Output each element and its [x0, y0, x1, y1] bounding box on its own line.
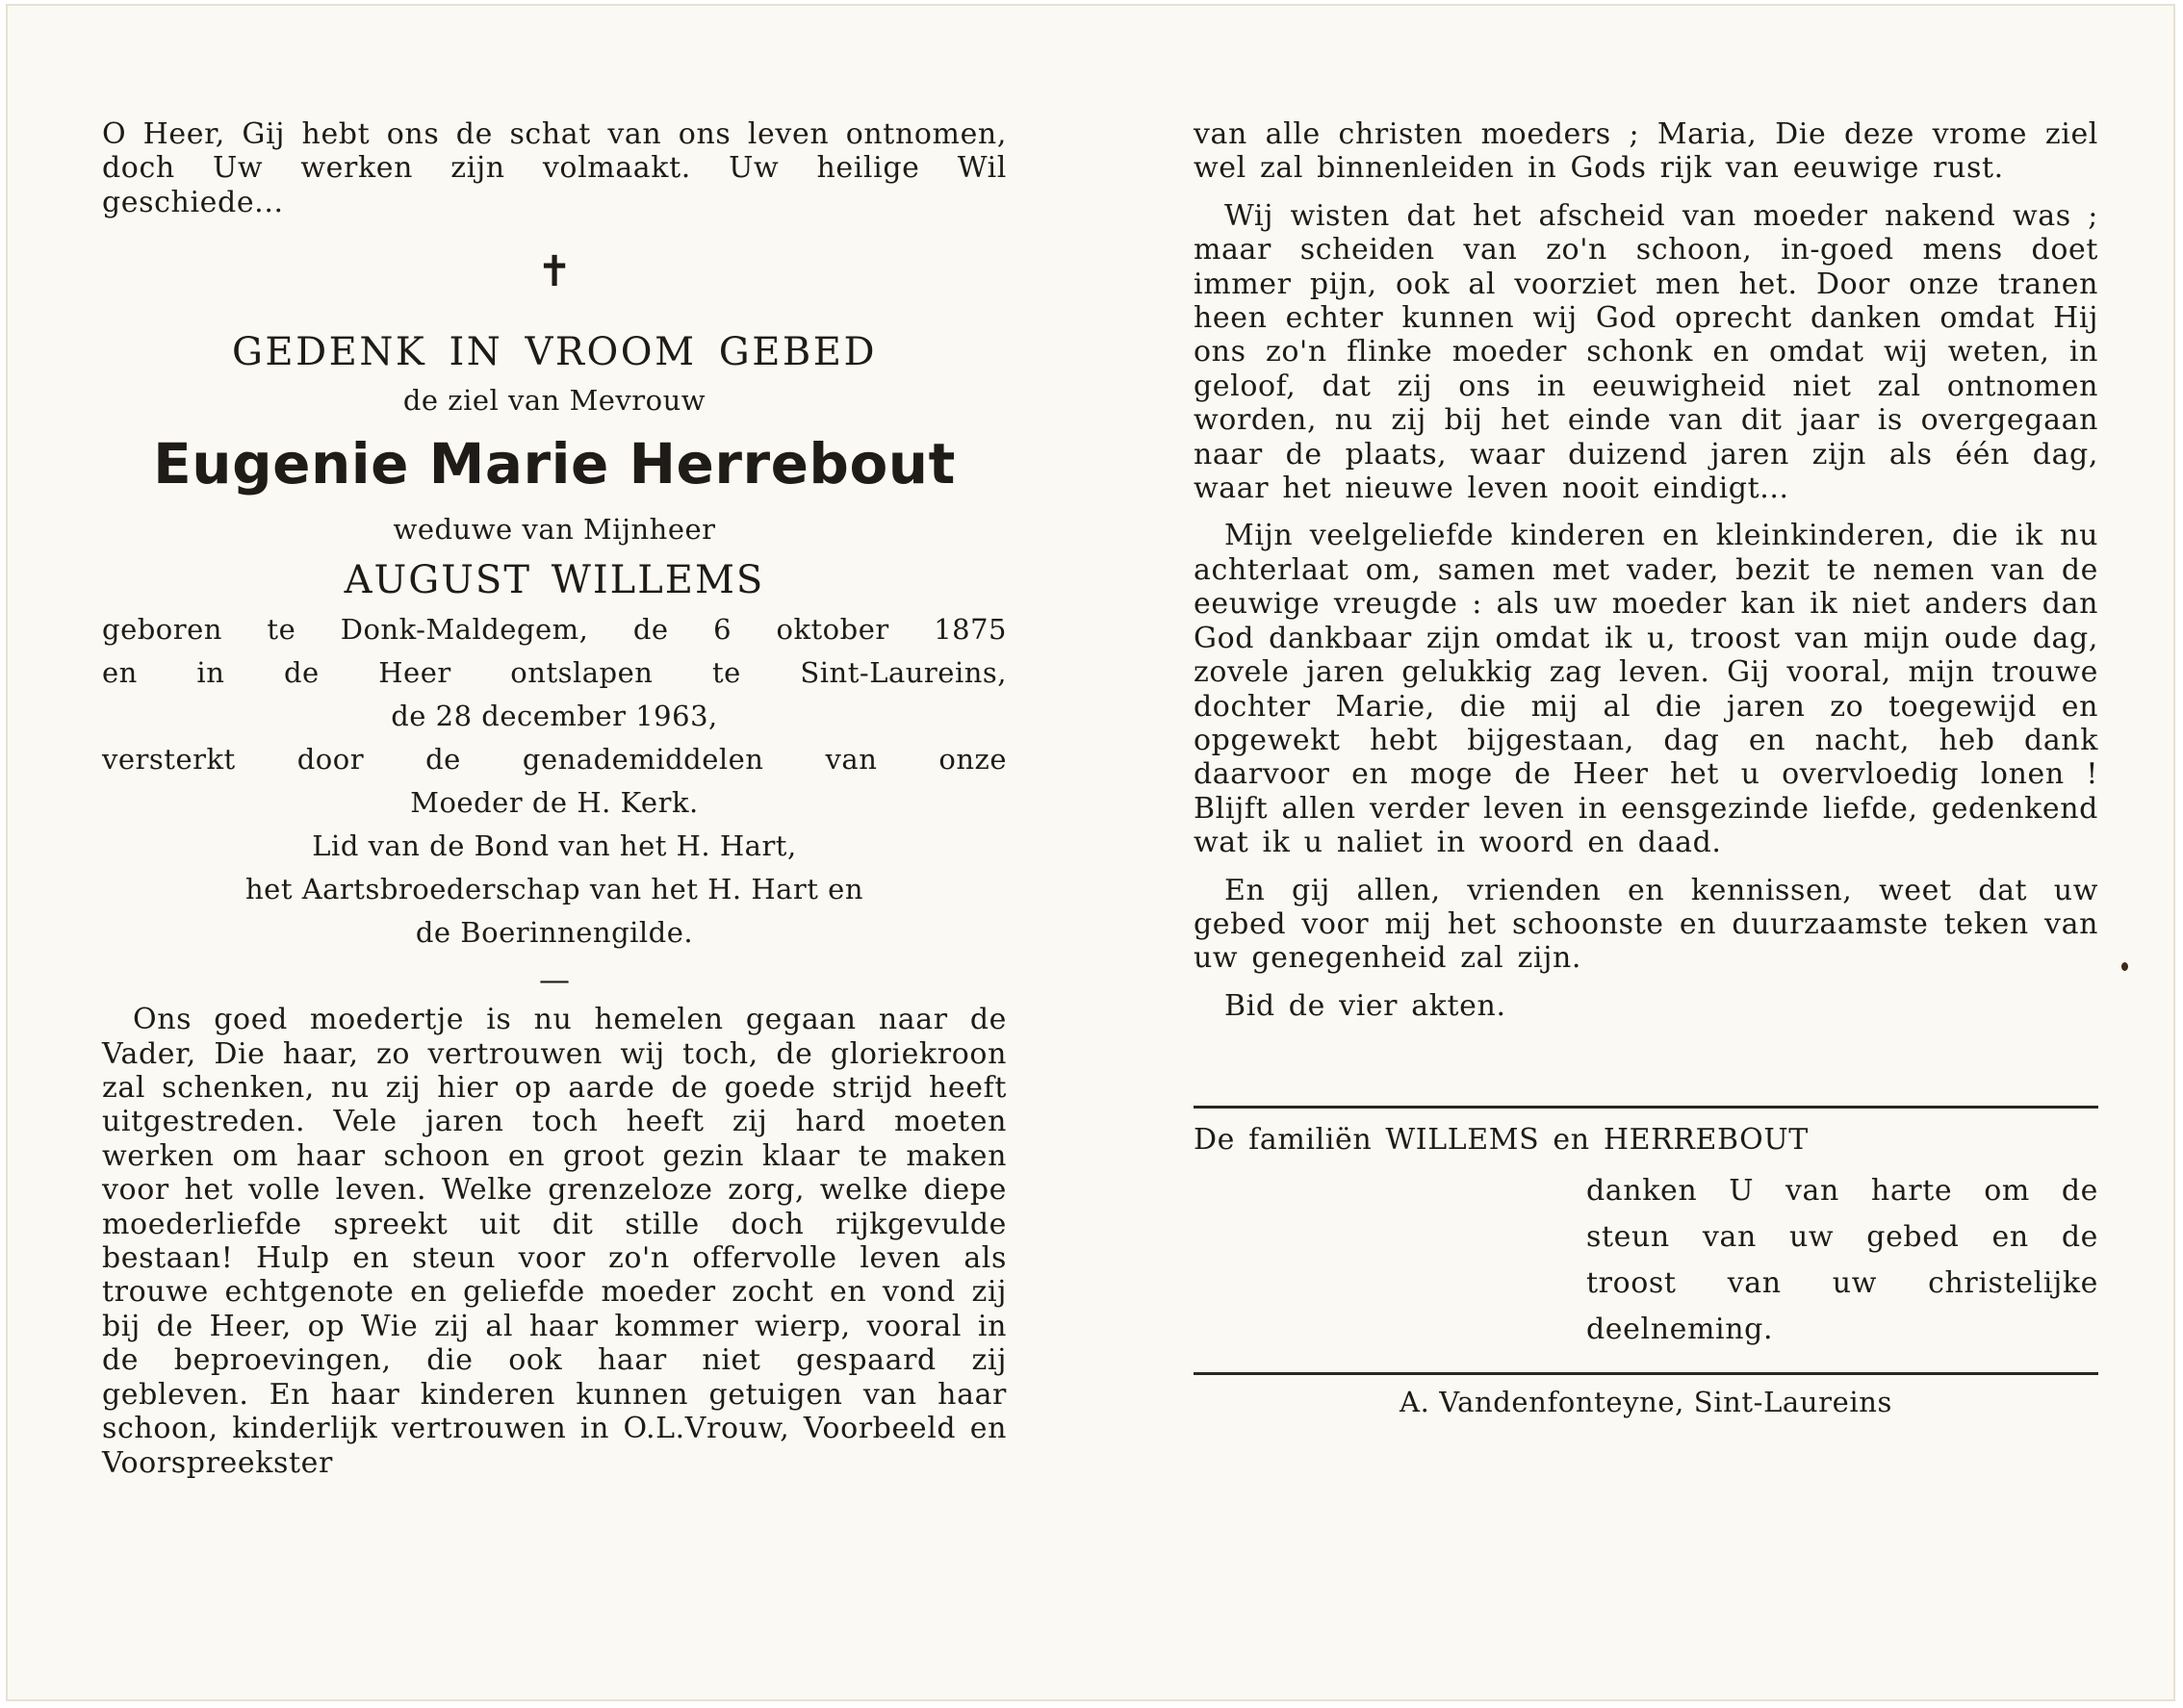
death-place-line: en in de Heer ontslapen te Sint-Laureins, [102, 656, 1007, 690]
church-line: Moeder de H. Kerk. [410, 786, 699, 820]
death-date-line: de 28 december 1963, [391, 700, 718, 733]
right-page [1194, 117, 2098, 1619]
top-rule [1194, 1106, 2098, 1109]
thanks-block [1586, 1168, 2098, 1353]
left-page [102, 117, 1007, 1590]
memorial-card [6, 4, 2175, 1701]
soul-of-line: de ziel van Mevrouw [402, 384, 706, 418]
remembrance-heading: GEDENK IN VROOM GEBED [231, 330, 878, 375]
deceased-name: Eugenie Marie Herrebout [153, 431, 956, 497]
cross-icon: ✝ [536, 247, 573, 297]
thanks-line: troost van uw christelijke [1586, 1266, 2098, 1301]
section-divider: — [539, 961, 570, 999]
farewell-paragraph: Wij wisten dat het afscheid van moeder nakend was ; maar scheiden van zo'n schoon, in-goed mens doet immer pijn, ook al voorziet men het. Door onze tranen heen echter kunnen wij God oprecht danken omdat Hij ons zo'n flinke moeder schonk en omdat wij weten, in geloof, dat zij ons in eeuwigheid niet zal ontnomen worden, nu zij bij het einde van dit jaar is overgegaan naar de plaats, waar duizend jaren zijn als één dag, waar het nieuwe leven nooit eindigt... [1194, 198, 2098, 506]
bottom-rule [1194, 1372, 2098, 1375]
message-to-friends: En gij allen, vrienden en kennissen, weet dat uw gebed voor mij het schoonste en duurzaamste teken van uw genegenheid zal zijn. [1194, 873, 2098, 976]
thanks-line: danken U van harte om de [1586, 1174, 2098, 1209]
sacraments-line: versterkt door de genademiddelen van onze [102, 743, 1007, 777]
widow-of-line: weduwe van Mijnheer [393, 513, 716, 547]
tribute-continuation: van alle christen moeders ; Maria, Die deze vrome ziel wel zal binnenleiden in Gods rijk van eeuwige rust. [1194, 117, 2098, 186]
membership-line-1: Lid van de Bond van het H. Hart, [312, 829, 797, 863]
tribute-text: Ons goed moedertje is nu hemelen gegaan naar de Vader, Die haar, zo vertrouwen wij toch, de gloriekroon zal schenken, nu zij hier op aarde de goede strijd heeft uitgestreden. Vele jaren toch heeft zij hard moeten werken om haar schoon en groot gezin klaar te maken voor het volle leven. Welke grenzeloze zorg, welke diepe moederliefde spreekt uit dit stille doch rijkgevulde bestaan! Hulp en steun voor zo'n offervolle leven als trouwe echtgenote en geliefde moeder zocht en vond zij bij de Heer, op Wie zij al haar kommer wierp, vooral in de beproevingen, die ook haar niet gespaard zij gebleven. En haar kinderen kunnen getuigen van haar schoon, kinderlijk vertrouwen in O.L.Vrouw, Voorbeeld en Voorspreekster [102, 1003, 1007, 1480]
husband-name: AUGUST WILLEMS [344, 558, 765, 603]
printer-credit: A. Vandenfonteyne, Sint-Laureins [1400, 1386, 1892, 1419]
membership-line-2: het Aartsbroederschap van het H. Hart en [244, 873, 863, 906]
thanks-line: deelneming. [1586, 1313, 1774, 1347]
family-line: De familiën WILLEMS en HERREBOUT [1194, 1123, 1809, 1158]
membership-line-3: de Boerinnengilde. [415, 916, 694, 950]
ink-speck [2121, 962, 2128, 971]
opening-prayer: O Heer, Gij hebt ons de schat van ons leven ontnomen, doch Uw werken zijn volmaakt. Uw heilige Wil geschiede... [102, 117, 1007, 219]
prayer-request: Bid de vier akten. [1224, 988, 1506, 1023]
birth-line: geboren te Donk-Maldegem, de 6 oktober 1875 [102, 613, 1007, 647]
message-to-children: Mijn veelgeliefde kinderen en kleinkinderen, die ik nu achterlaat om, samen met vader, bezit te nemen van de eeuwige vreugde : als uw moeder kan ik niet anders dan God dankbaar zijn omdat ik u, troost van mijn oude dag, zovele jaren gelukkig zag leven. Gij vooral, mijn trouwe dochter Marie, die mij al die jaren zo toegewijd en opgewekt hebt bijgestaan, dag en nacht, heb dank daarvoor en moge de Heer het u overvloedig lonen ! Blijft allen verder leven in eensgezinde liefde, gedenkend wat ik u naliet in woord en daad. [1194, 519, 2098, 860]
thanks-line: steun van uw gebed en de [1586, 1220, 2098, 1255]
